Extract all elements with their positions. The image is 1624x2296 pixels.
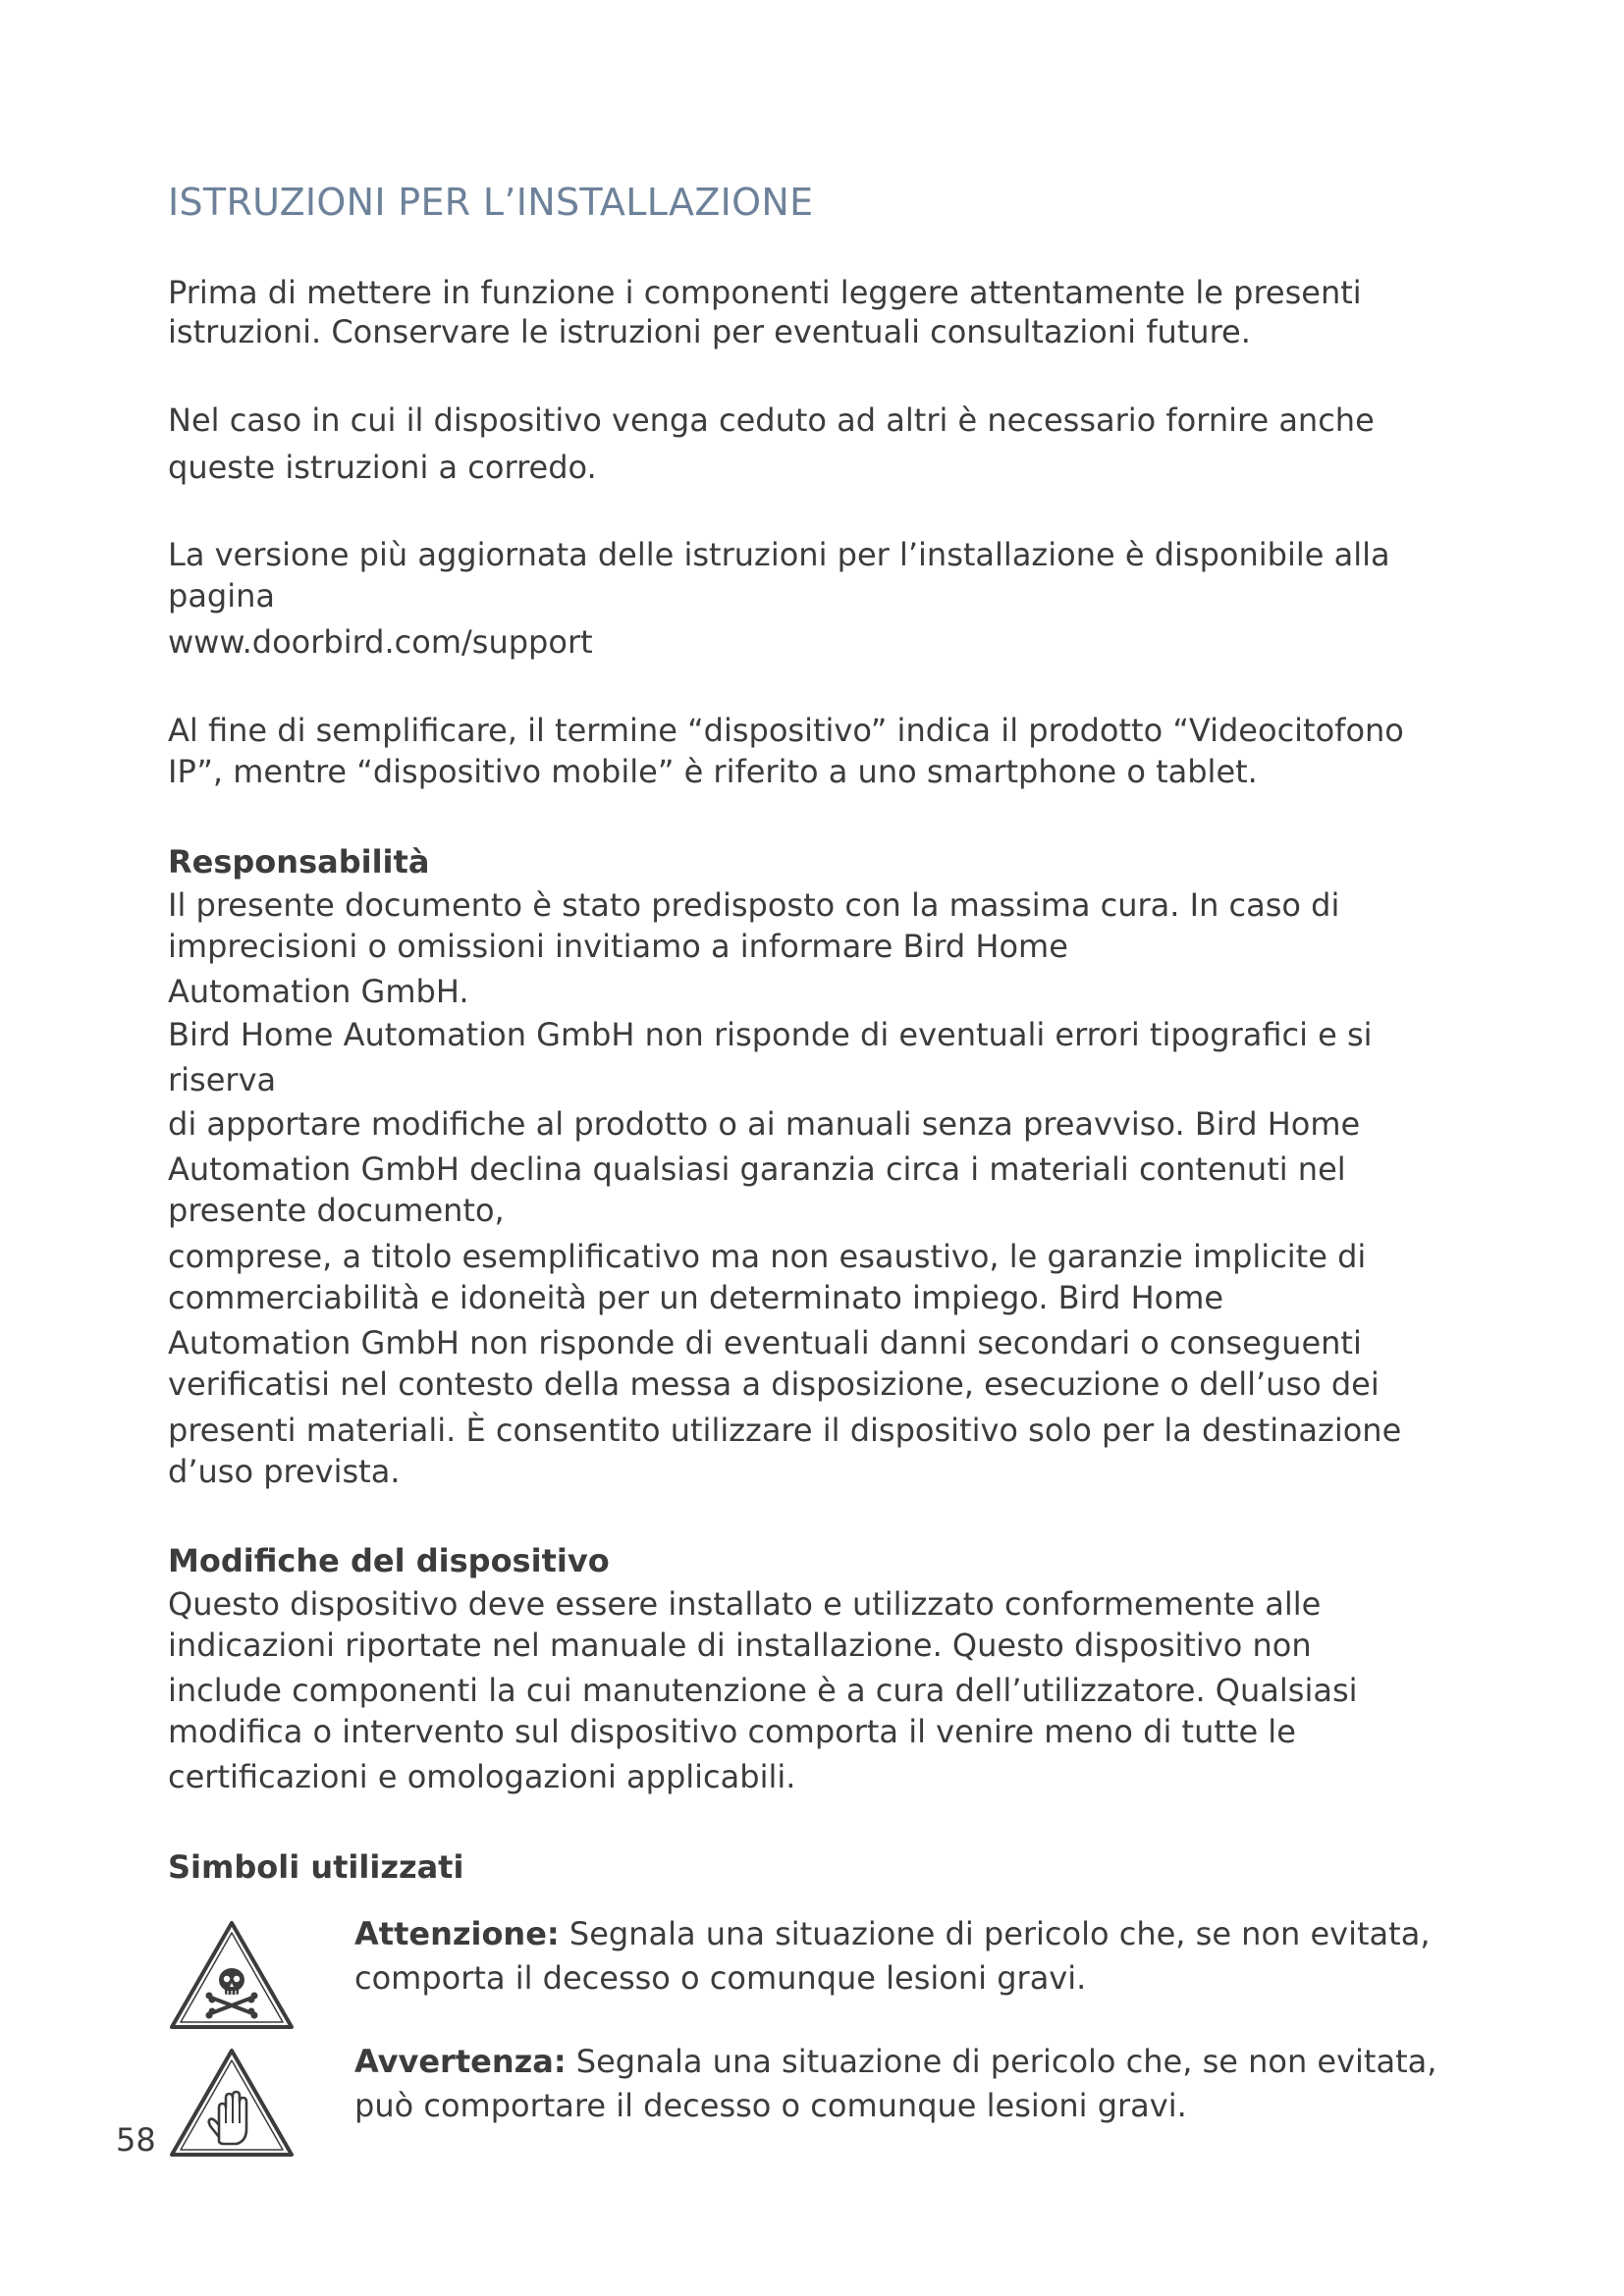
attenzione-label: Attenzione: (354, 1915, 560, 1952)
responsabilita-line: presente documento, (168, 1192, 505, 1229)
page-number: 58 (116, 2121, 156, 2159)
skull-warning-icon (168, 1919, 296, 2032)
heading-responsabilita: Responsabilità (168, 843, 430, 881)
intro-p2-line-2: queste istruzioni a corredo. (168, 449, 597, 486)
responsabilita-line: presenti materiali. È consentito utilizzare il dispositivo solo per la destinazione (168, 1412, 1402, 1449)
responsabilita-line: Bird Home Automation GmbH non risponde di eventuali errori tipografici e si (168, 1016, 1373, 1053)
modifiche-line: indicazioni riportate nel manuale di installazione. Questo dispositivo non (168, 1627, 1312, 1664)
intro-p4-line-2: IP”, mentre “dispositivo mobile” è riferito a uno smartphone o tablet. (168, 753, 1258, 790)
attenzione-line-1 (354, 1914, 1430, 1953)
attenzione-text: Segnala una situazione di pericolo che, se non evitata, (559, 1915, 1431, 1952)
avvertenza-line-2: può comportare il decesso o comunque lesioni gravi. (354, 2087, 1187, 2124)
responsabilita-line: Automation GmbH non risponde di eventuali danni secondari o conseguenti (168, 1324, 1362, 1362)
responsabilita-line: imprecisioni o omissioni invitiamo a informare Bird Home (168, 928, 1068, 965)
intro-p3-line-2: pagina (168, 577, 276, 614)
responsabilita-line: Automation GmbH. (168, 973, 469, 1010)
responsabilita-line: verificatisi nel contesto della messa a disposizione, esecuzione o dell’uso dei (168, 1365, 1380, 1403)
responsabilita-line: Il presente documento è stato predisposto con la massima cura. In caso di (168, 886, 1340, 924)
support-url: www.doorbird.com/support (168, 623, 593, 661)
modifiche-line: modifica o intervento sul dispositivo comporta il venire meno di tutte le (168, 1713, 1296, 1750)
modifiche-line: Questo dispositivo deve essere installato e utilizzato conformemente alle (168, 1585, 1322, 1623)
attenzione-line-2: comporta il decesso o comunque lesioni gravi. (354, 1959, 1087, 1997)
avvertenza-line-1 (354, 2042, 1436, 2081)
page-title: ISTRUZIONI PER L’INSTALLAZIONE (168, 181, 814, 224)
heading-modifiche: Modifiche del dispositivo (168, 1542, 610, 1579)
intro-p1-line-2: istruzioni. Conservare le istruzioni per eventuali consultazioni future. (168, 313, 1251, 350)
intro-p1-line-1: Prima di mettere in funzione i componenti leggere attentamente le presenti (168, 274, 1362, 311)
responsabilita-line: riserva (168, 1061, 277, 1098)
avvertenza-label: Avvertenza: (354, 2043, 567, 2080)
avvertenza-text: Segnala una situazione di pericolo che, se non evitata, (566, 2043, 1437, 2080)
responsabilita-line: Automation GmbH declina qualsiasi garanzia circa i materiali contenuti nel (168, 1150, 1346, 1188)
modifiche-line: include componenti la cui manutenzione è a cura dell’utilizzatore. Qualsiasi (168, 1672, 1358, 1709)
intro-p4-line-1: Al fine di semplificare, il termine “dispositivo” indica il prodotto “Videocitofono (168, 712, 1404, 749)
modifiche-line: certificazioni e omologazioni applicabili. (168, 1758, 796, 1795)
responsabilita-line: di apportare modifiche al prodotto o ai manuali senza preavviso. Bird Home (168, 1105, 1361, 1143)
intro-p3-line-1: La versione più aggiornata delle istruzioni per l’installazione è disponibile alla (168, 536, 1390, 573)
hand-warning-icon (168, 2047, 296, 2160)
heading-simboli: Simboli utilizzati (168, 1848, 464, 1886)
intro-p2-line-1: Nel caso in cui il dispositivo venga ceduto ad altri è necessario fornire anche (168, 401, 1375, 439)
responsabilita-line: d’uso prevista. (168, 1453, 401, 1490)
responsabilita-line: commerciabilità e idoneità per un determinato impiego. Bird Home (168, 1279, 1224, 1316)
responsabilita-line: comprese, a titolo esemplificativo ma non esaustivo, le garanzie implicite di (168, 1238, 1367, 1275)
